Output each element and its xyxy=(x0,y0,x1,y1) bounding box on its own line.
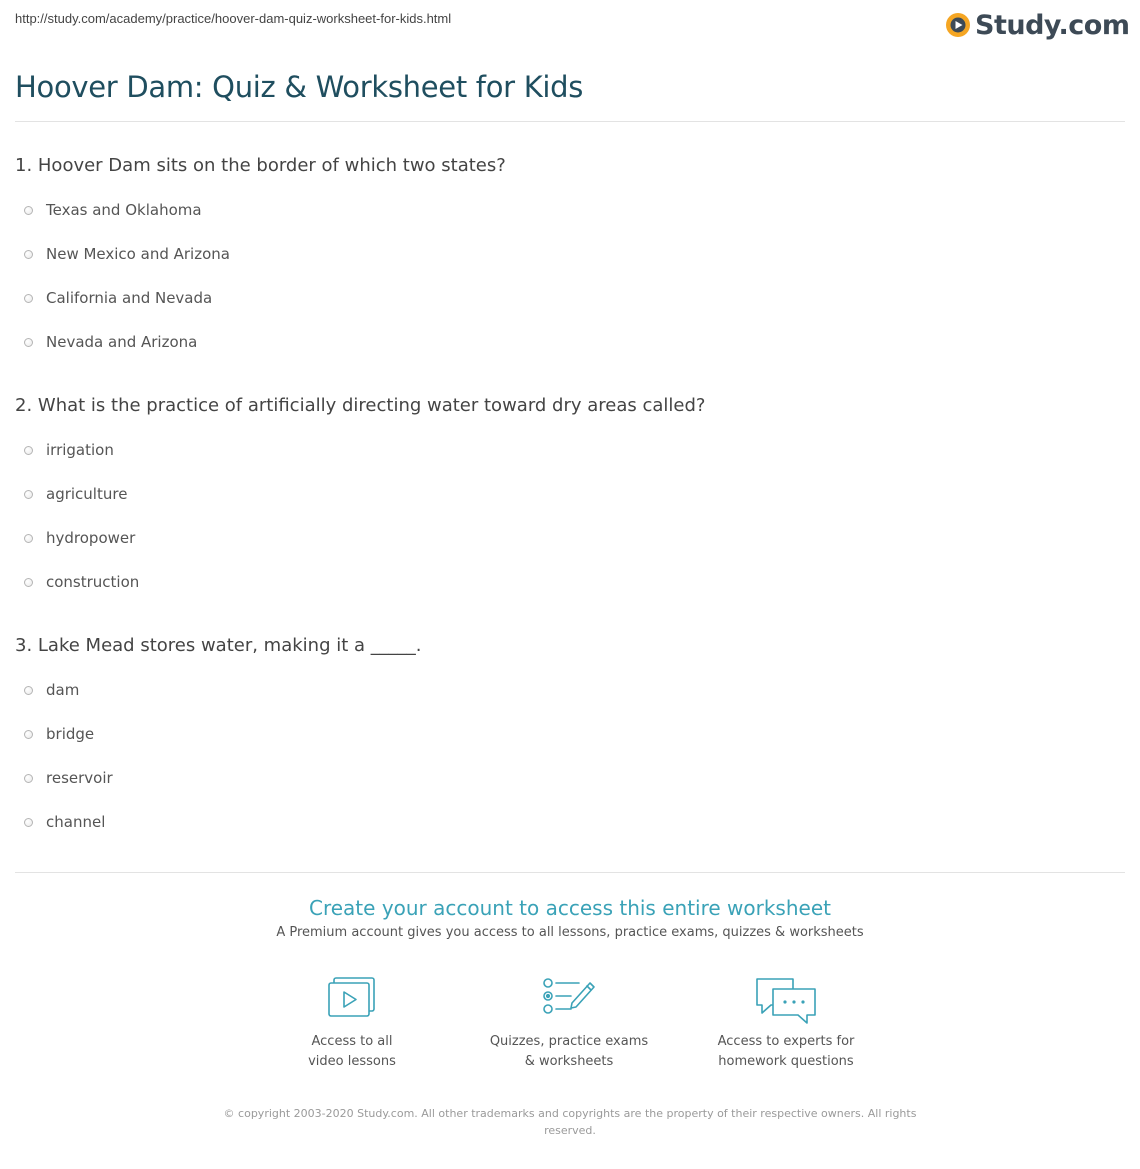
answer-option[interactable] xyxy=(24,244,230,264)
radio-button[interactable] xyxy=(24,338,33,347)
answer-option[interactable] xyxy=(24,572,139,592)
feature-video-lessons xyxy=(252,975,452,1072)
answer-label: Nevada and Arizona xyxy=(46,333,198,351)
answer-option[interactable] xyxy=(24,768,113,788)
chat-experts-icon xyxy=(686,975,886,1027)
answer-option[interactable] xyxy=(24,332,197,352)
radio-button[interactable] xyxy=(24,534,33,543)
feature-experts xyxy=(686,975,886,1072)
answer-label: irrigation xyxy=(46,441,114,459)
answer-option[interactable] xyxy=(24,288,212,308)
answer-label: New Mexico and Arizona xyxy=(46,245,230,263)
question-1: 1. Hoover Dam sits on the border of which two states? xyxy=(15,155,506,176)
radio-button[interactable] xyxy=(24,250,33,259)
radio-button[interactable] xyxy=(24,818,33,827)
create-account-link[interactable]: Create your account to access this entire worksheet xyxy=(309,896,831,920)
question-2: 2. What is the practice of artificially directing water toward dry areas called? xyxy=(15,395,706,416)
answer-option[interactable] xyxy=(24,680,79,700)
quiz-checklist-icon xyxy=(469,975,669,1019)
page-title: Hoover Dam: Quiz & Worksheet for Kids xyxy=(15,70,584,104)
answer-option[interactable] xyxy=(24,484,127,504)
cta-subtitle: A Premium account gives you access to all lessons, practice exams, quizzes & worksheets xyxy=(276,925,864,940)
radio-button[interactable] xyxy=(24,446,33,455)
play-circle-icon xyxy=(945,12,971,38)
radio-button[interactable] xyxy=(24,730,33,739)
answer-label: dam xyxy=(46,681,80,699)
question-3: 3. Lake Mead stores water, making it a _____. xyxy=(15,635,422,656)
url-bar: http://study.com/academy/practice/hoover-dam-quiz-worksheet-for-kids.html xyxy=(15,11,452,26)
answer-label: Texas and Oklahoma xyxy=(46,201,202,219)
answer-label: construction xyxy=(46,573,140,591)
feature-text: Access to experts for homework questions xyxy=(717,1034,855,1069)
radio-button[interactable] xyxy=(24,206,33,215)
logo-text: Study.com xyxy=(975,9,1130,41)
answer-label: agriculture xyxy=(46,485,128,503)
radio-button[interactable] xyxy=(24,578,33,587)
cta-divider xyxy=(15,872,1125,873)
copyright-text: © copyright 2003-2020 Study.com. All other trademarks and copyrights are the property of their respective owners. All rights reserved. xyxy=(223,1107,917,1137)
answer-option[interactable] xyxy=(24,440,114,460)
radio-button[interactable] xyxy=(24,774,33,783)
answer-label: hydropower xyxy=(46,529,136,547)
answer-option[interactable] xyxy=(24,724,94,744)
answer-label: California and Nevada xyxy=(46,289,213,307)
study-logo[interactable] xyxy=(945,8,1129,42)
radio-button[interactable] xyxy=(24,490,33,499)
answer-label: bridge xyxy=(46,725,95,743)
feature-text: Access to all video lessons xyxy=(308,1034,396,1069)
radio-button[interactable] xyxy=(24,686,33,695)
answer-label: reservoir xyxy=(46,769,113,787)
answer-option[interactable] xyxy=(24,812,105,832)
feature-quizzes xyxy=(469,975,669,1072)
answer-label: channel xyxy=(46,813,106,831)
video-lessons-icon xyxy=(252,975,452,1019)
feature-text: Quizzes, practice exams & worksheets xyxy=(489,1034,649,1069)
answer-option[interactable] xyxy=(24,200,202,220)
radio-button[interactable] xyxy=(24,294,33,303)
header-divider xyxy=(15,121,1125,122)
answer-option[interactable] xyxy=(24,528,135,548)
